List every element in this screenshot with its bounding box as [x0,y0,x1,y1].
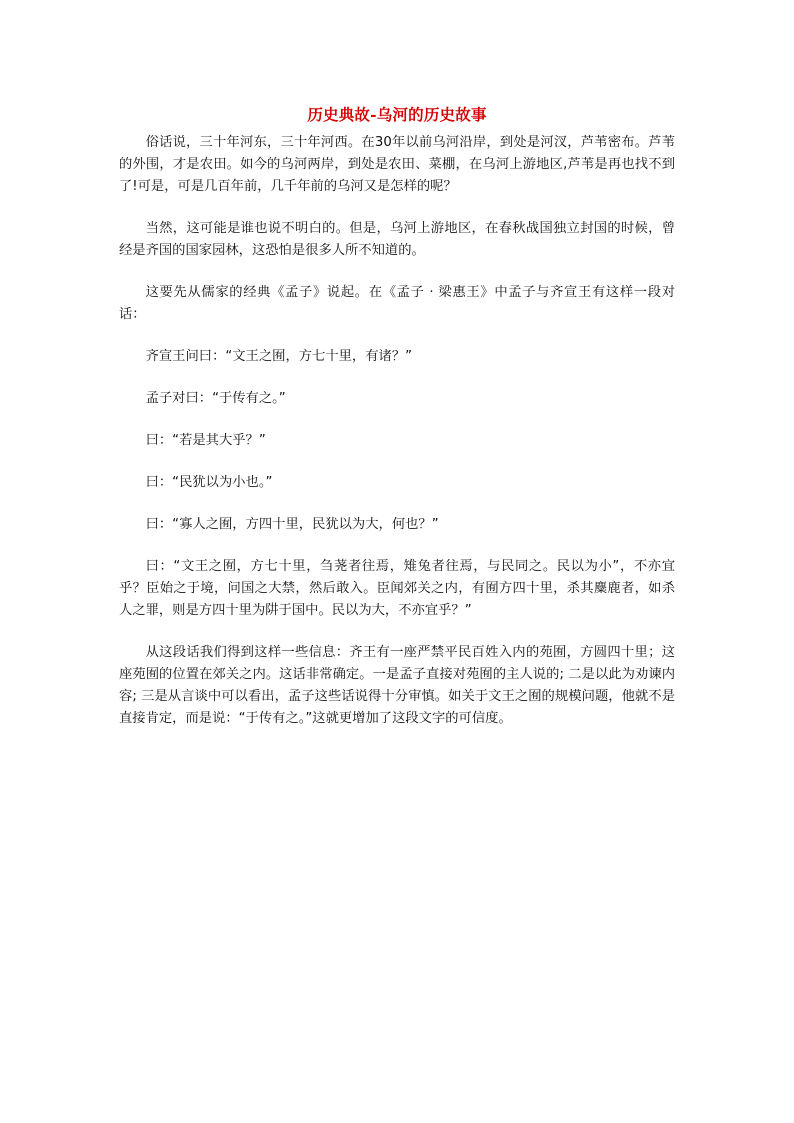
dialogue-line-3: 曰：“若是其大乎？” [145,433,266,448]
paragraph-gap [119,198,675,218]
paragraph-gap [119,452,675,472]
document-title: 历史典故-乌河的历史故事 [307,105,487,124]
dialogue-line-5: 曰：“寡人之囿，方四十里，民犹以为大，何也？” [145,517,439,532]
paragraph-mencius-source: 这要先从儒家的经典《孟子》说起。在《孟子 · 梁惠王》中孟子与齐宣王有这样一段对话： [119,285,675,322]
dialogue-line-1: 齐宣王问曰：“文王之囿，方七十里，有诸？” [145,349,413,364]
paragraph-gap [119,494,675,514]
document-page [119,104,675,730]
dialogue-line-6: 曰：“文王之囿，方七十里，刍荛者往焉，雉兔者往焉，与民同之。民以为小”，不亦宜乎？臣始之于境，问国之大禁，然后敢入。臣闻郊关之内，有囿方四十里，杀其麋鹿者，如杀人之罪，则是方四十里为阱于国中。民以为大，不亦宜乎？” [119,559,675,618]
dialogue-line-4: 曰：“民犹以为小也。” [145,475,273,490]
dialogue-line-2: 孟子对曰：“于传有之。” [145,391,286,406]
paragraph-gap [119,368,675,388]
paragraph-gap [119,326,675,346]
paragraph-gap [119,262,675,282]
paragraph-gap [119,622,675,642]
paragraph-intro: 俗话说，三十年河东，三十年河西。在30年以前乌河沿岸，到处是河汊，芦苇密布。芦苇的外围，才是农田。如今的乌河两岸，到处是农田、菜棚，在乌河上游地区,芦苇是再也找不到了!可是，可是几百年前，几千年前的乌河又是怎样的呢？ [119,135,675,194]
paragraph-gap [119,536,675,556]
paragraph-conclusion: 从这段话我们得到这样一些信息：齐王有一座严禁平民百姓入内的苑囿，方圆四十里；这座苑囿的位置在郊关之内。这话非常确定。一是孟子直接对苑囿的主人说的; 二是以此为劝谏内容; 三是从言谈中可以看出，孟子这些话说得十分审慎。如关于文王之囿的规模问题，他就不是直接肯定，而是说：“于传有之。”这就更增加了这段文字的可信度。 [119,645,675,726]
paragraph-royal-garden: 当然，这可能是谁也说不明白的。但是，乌河上游地区，在春秋战国独立封国的时候，曾经是齐国的国家园林，这恐怕是很多人所不知道的。 [119,221,675,258]
paragraph-gap [119,410,675,430]
